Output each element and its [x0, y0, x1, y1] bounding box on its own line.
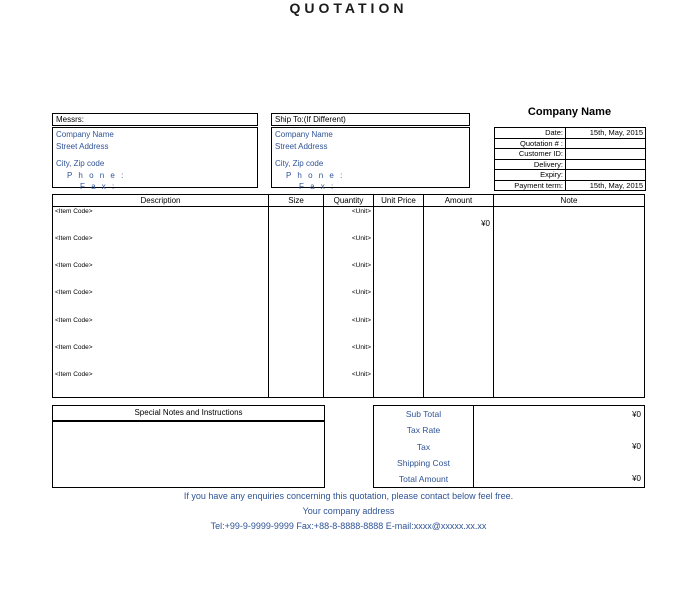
item-size-cell[interactable] [269, 316, 324, 343]
quotation-info-table [494, 127, 646, 191]
info-label-payment-term: Payment term: [495, 180, 566, 191]
tax-value[interactable]: ¥0 [632, 442, 641, 451]
item-row-6 [53, 343, 644, 370]
unit-placeholder: <Unit> [351, 370, 371, 378]
item-unit-price-cell[interactable] [374, 207, 424, 234]
totals-labels [374, 406, 474, 487]
info-label-customer-id: Customer ID: [495, 149, 566, 160]
info-value-customer-id[interactable] [566, 149, 646, 160]
item-quantity-cell[interactable] [324, 288, 374, 315]
item-description-cell[interactable] [53, 234, 269, 261]
item-quantity-cell[interactable] [324, 316, 374, 343]
messrs-company-field[interactable]: Company Name [56, 130, 114, 139]
column-header-size: Size [269, 195, 324, 206]
item-size-cell[interactable] [269, 207, 324, 234]
item-quantity-cell[interactable] [324, 207, 374, 234]
item-description-cell[interactable] [53, 316, 269, 343]
item-code-placeholder: <Item Code> [55, 262, 93, 270]
unit-placeholder: <Unit> [351, 208, 371, 215]
info-row-delivery [495, 159, 646, 170]
tax-rate-label: Tax Rate [406, 425, 441, 436]
item-row-4 [53, 288, 644, 315]
item-unit-price-cell[interactable] [374, 288, 424, 315]
item-row-5 [53, 316, 644, 343]
item-code-placeholder: <Item Code> [55, 235, 93, 243]
column-header-description: Description [53, 195, 269, 206]
ship-to-fax-field[interactable]: F a x : [299, 182, 336, 191]
messrs-phone-field[interactable]: P h o n e : [67, 171, 126, 180]
info-value-expiry[interactable] [566, 170, 646, 181]
ship-to-city-field[interactable]: City, Zip code [275, 159, 324, 168]
item-row-3 [53, 261, 644, 288]
item-unit-price-cell[interactable] [374, 261, 424, 288]
item-code-placeholder: <Item Code> [55, 208, 93, 215]
item-quantity-cell[interactable] [324, 234, 374, 261]
info-row-customer-id [495, 149, 646, 160]
column-header-amount: Amount [424, 195, 494, 206]
item-note-cell[interactable] [494, 288, 644, 315]
totals-box [373, 405, 645, 488]
special-notes-area[interactable] [52, 421, 325, 488]
item-code-placeholder: <Item Code> [55, 316, 93, 324]
item-note-cell[interactable] [494, 261, 644, 288]
info-value-payment-term[interactable]: 15th, May, 2015 [566, 180, 646, 191]
unit-placeholder: <Unit> [351, 235, 371, 243]
item-size-cell[interactable] [269, 288, 324, 315]
info-value-delivery[interactable] [566, 159, 646, 170]
footer-contact-info: Tel:+99-9-9999-9999 Fax:+88-8-8888-8888 E-mail:xxxx@xxxxx.xx.xx [210, 521, 487, 531]
items-table-header [53, 195, 644, 207]
info-label-expiry: Expiry: [495, 170, 566, 181]
info-label-date: Date: [495, 128, 566, 139]
special-notes-header: Special Notes and Instructions [52, 405, 325, 421]
unit-placeholder: <Unit> [351, 316, 371, 324]
item-note-cell[interactable] [494, 316, 644, 343]
unit-placeholder: <Unit> [351, 343, 371, 351]
item-amount-cell[interactable] [424, 288, 494, 315]
item-row-2 [53, 234, 644, 261]
info-value-date[interactable]: 15th, May, 2015 [566, 128, 646, 139]
items-table [52, 194, 645, 398]
item-quantity-cell[interactable] [324, 261, 374, 288]
ship-to-street-field[interactable]: Street Address [275, 142, 328, 151]
item-note-cell[interactable] [494, 207, 644, 234]
messrs-city-field[interactable]: City, Zip code [56, 159, 105, 168]
item-row-7 [53, 370, 644, 397]
subtotal-label: Sub Total [405, 409, 442, 420]
ship-to-company-field[interactable]: Company Name [275, 130, 333, 139]
item-amount-value: ¥0 [481, 219, 490, 228]
item-description-cell[interactable] [53, 370, 269, 397]
totals-values [474, 406, 644, 487]
item-size-cell[interactable] [269, 261, 324, 288]
tax-rate-value[interactable] [474, 422, 644, 438]
info-row-expiry [495, 170, 646, 181]
item-unit-price-cell[interactable] [374, 343, 424, 370]
info-row-date [495, 128, 646, 139]
item-description-cell[interactable] [53, 207, 269, 234]
item-amount-cell[interactable] [424, 316, 494, 343]
messrs-street-field[interactable]: Street Address [56, 142, 109, 151]
total-amount-label: Total Amount [398, 473, 449, 484]
messrs-header: Messrs: [52, 113, 258, 126]
item-code-placeholder: <Item Code> [55, 289, 93, 297]
item-size-cell[interactable] [269, 234, 324, 261]
info-label-delivery: Delivery: [495, 159, 566, 170]
ship-to-phone-field[interactable]: P h o n e : [286, 171, 345, 180]
column-header-note: Note [560, 196, 578, 205]
item-amount-cell[interactable] [424, 207, 494, 234]
item-code-placeholder: <Item Code> [55, 370, 93, 378]
item-description-cell[interactable] [53, 343, 269, 370]
item-unit-price-cell[interactable] [374, 316, 424, 343]
messrs-fax-field[interactable]: F a x : [80, 182, 117, 191]
tax-label: Tax [416, 441, 431, 452]
item-description-cell[interactable] [53, 261, 269, 288]
unit-placeholder: <Unit> [351, 262, 371, 270]
item-description-cell[interactable] [53, 288, 269, 315]
item-amount-cell[interactable] [424, 261, 494, 288]
ship-to-header: Ship To:(If Different) [271, 113, 470, 126]
item-amount-cell[interactable] [424, 234, 494, 261]
company-name: Company Name [527, 106, 612, 118]
item-quantity-cell[interactable] [324, 370, 374, 397]
item-unit-price-cell[interactable] [374, 234, 424, 261]
items-table-body [53, 207, 644, 397]
item-unit-price-cell[interactable] [374, 370, 424, 397]
item-amount-cell[interactable] [424, 343, 494, 370]
info-label-quotation-number: Quotation # : [495, 138, 566, 149]
shipping-cost-value[interactable] [474, 455, 644, 471]
item-amount-cell[interactable] [424, 370, 494, 397]
item-note-cell[interactable] [494, 370, 644, 397]
item-size-cell[interactable] [269, 370, 324, 397]
footer-company-address: Your company address [302, 506, 395, 516]
info-value-quotation-number[interactable] [566, 138, 646, 149]
footer-enquiries-text: If you have any enquiries concerning this quotation, please contact below feel free. [183, 491, 514, 501]
item-size-cell[interactable] [269, 343, 324, 370]
item-code-placeholder: <Item Code> [55, 343, 93, 351]
messrs-address-box [52, 127, 258, 191]
unit-placeholder: <Unit> [351, 289, 371, 297]
item-row-1 [53, 207, 644, 234]
subtotal-value[interactable]: ¥0 [632, 409, 641, 419]
ship-to-address-box [271, 127, 470, 191]
item-note-cell[interactable] [494, 234, 644, 261]
info-row-payment-term [495, 180, 646, 191]
page-title: QUOTATION [289, 0, 408, 16]
item-note-cell[interactable] [494, 343, 644, 370]
item-quantity-cell[interactable] [324, 343, 374, 370]
column-header-quantity: Quantity [324, 195, 374, 206]
column-header-unit-price: Unit Price [374, 195, 424, 206]
total-amount-value[interactable]: ¥0 [632, 474, 641, 484]
shipping-cost-label: Shipping Cost [397, 457, 450, 468]
info-row-quotation-number [495, 138, 646, 149]
